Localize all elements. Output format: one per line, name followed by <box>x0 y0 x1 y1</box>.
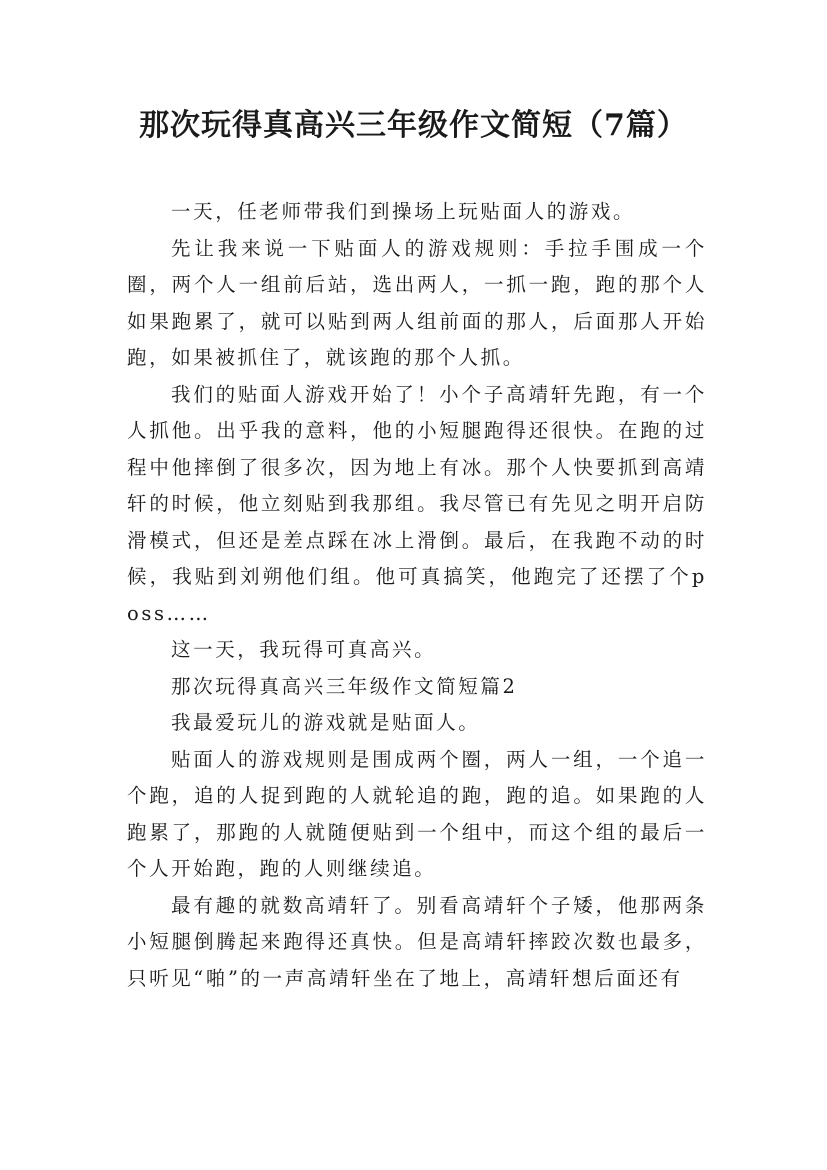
paragraph: 我最爱玩儿的游戏就是贴面人。 <box>171 711 481 734</box>
paragraph: 最有趣的就数高靖轩了。别看高靖轩个子矮，他那两条小短腿倒腾起来跑得还真快。但是高靖轩摔跤次数也最多，只听见“啪”的一声高靖轩坐在了地上，高靖轩想后面还有 <box>127 893 707 990</box>
paragraph: 先让我来说一下贴面人的游戏规则：手拉手围成一个圈，两个人一组前后站，选出两人，一抓一跑，跑的那个人如果跑累了，就可以贴到两人组前面的那人，后面那人开始跑，如果被抓住了，就该跑的那个人抓。 <box>127 236 707 369</box>
paragraph: 贴面人的游戏规则是围成两个圈，两人一组，一个追一个跑，追的人捉到跑的人就轮追的跑，跑的追。如果跑的人跑累了，那跑的人就随便贴到一个组中，而这个组的最后一个人开始跑，跑的人则继续追。 <box>127 747 707 880</box>
section-heading: 那次玩得真高兴三年级作文简短篇2 <box>171 674 518 698</box>
paragraph: 我们的贴面人游戏开始了！小个子高靖轩先跑，有一个人抓他。出乎我的意料，他的小短腿跑得还很快。在跑的过程中他摔倒了很多次，因为地上有冰。那个人快要抓到高靖轩的时候，他立刻贴到我那组。我尽管已有先见之明开启防滑模式，但还是差点踩在冰上滑倒。最后，在我跑不动的时候，我贴到刘朔他们组。他可真搞笑，他跑完了还摆了个poss…… <box>127 382 707 625</box>
paragraph: 这一天，我玩得可真高兴。 <box>171 638 437 661</box>
paragraph: 一天，任老师带我们到操场上玩贴面人的游戏。 <box>171 200 636 223</box>
document-body <box>127 194 707 997</box>
document-title: 那次玩得真高兴三年级作文简短（7篇） <box>139 108 688 143</box>
